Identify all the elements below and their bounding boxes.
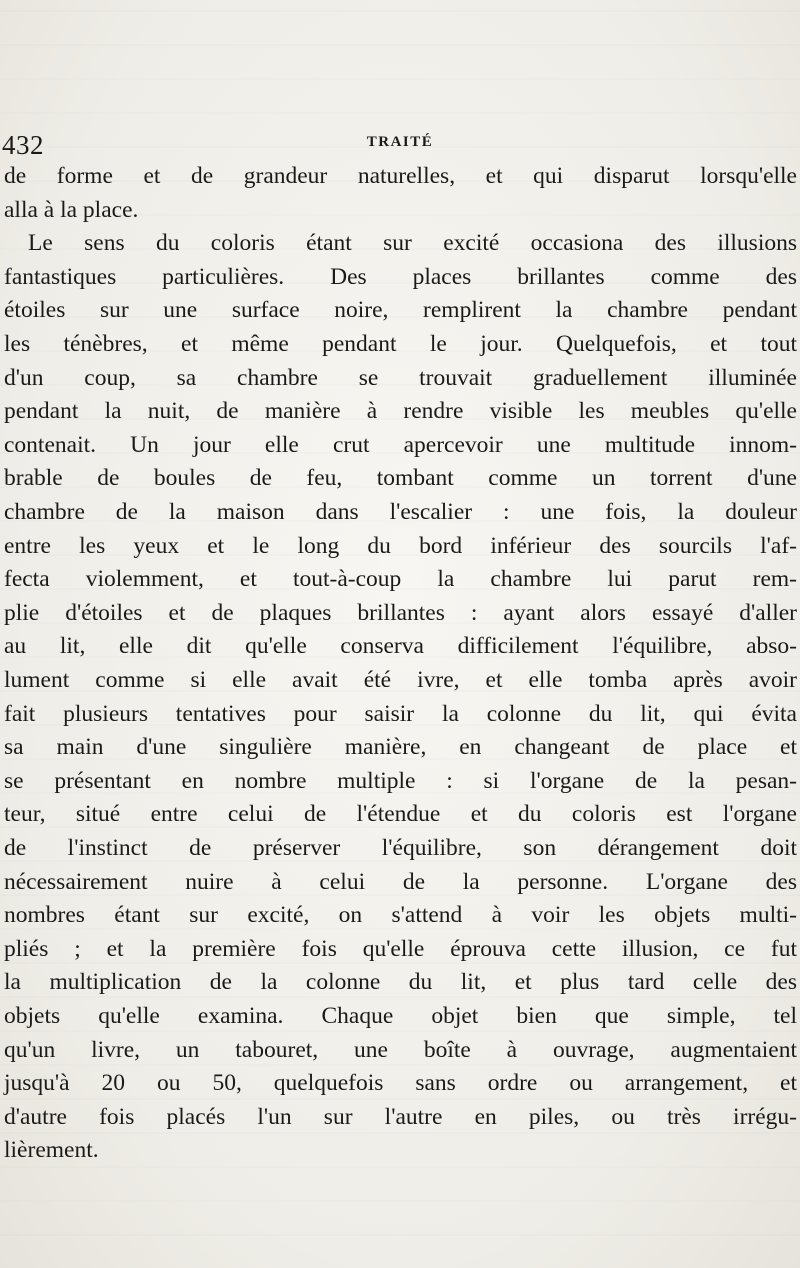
text-line: brable de boules de feu, tombant comme un torrent d'une <box>4 465 797 492</box>
text-line: contenait. Un jour elle crut apercevoir une multitude innom- <box>4 431 797 458</box>
page-header <box>0 128 800 158</box>
text-line: de l'instinct de préserver l'équilibre, son dérangement doit <box>4 835 797 861</box>
text-line: lument comme si elle avait été ivre, et elle tomba après avoir <box>4 667 797 693</box>
text-line: chambre de la maison dans l'escalier : une fois, la douleur <box>4 499 797 525</box>
text-line: nombres étant sur excité, on s'attend à voir les objets multi- <box>4 902 797 929</box>
text-line: pliés ; et la première fois qu'elle éprouva cette illusion, ce fut <box>4 935 797 962</box>
text-line: sa main d'une singulière manière, en changeant de place et <box>4 734 797 761</box>
text-line: au lit, elle dit qu'elle conserva difficilement l'équilibre, abso- <box>4 633 797 660</box>
text-line: teur, situé entre celui de l'étendue et du coloris est l'organe <box>4 801 797 828</box>
running-head: TRAITÉ <box>366 134 434 150</box>
text-line: alla à la place. <box>4 196 139 223</box>
text-line: d'un coup, sa chambre se trouvait graduellement illuminée <box>4 364 797 391</box>
text-line: fecta violemment, et tout-à-coup la chambre lui parut rem- <box>4 566 797 593</box>
text-line: se présentant en nombre multiple : si l'organe de la pesan- <box>4 767 797 794</box>
text-line: pendant la nuit, de manière à rendre visible les meubles qu'elle <box>4 398 797 425</box>
text-line: objets qu'elle examina. Chaque objet bien que simple, tel <box>4 1003 797 1029</box>
body-text <box>0 160 800 1170</box>
text-line: nécessairement nuire à celui de la personne. L'organe des <box>4 868 797 895</box>
text-line: plie d'étoiles et de plaques brillantes : ayant alors essayé d'aller <box>4 599 797 626</box>
text-line: les ténèbres, et même pendant le jour. Quelquefois, et tout <box>4 331 797 357</box>
text-line: la multiplication de la colonne du lit, et plus tard celle des <box>4 969 797 996</box>
paragraph-first-line: Le sens du coloris étant sur excité occasiona des illusions <box>28 230 797 257</box>
text-line: jusqu'à 20 ou 50, quelquefois sans ordre ou arrangement, et <box>4 1070 797 1097</box>
text-line: étoiles sur une surface noire, remplirent la chambre pendant <box>4 297 797 324</box>
text-line: de forme et de grandeur naturelles, et qui disparut lorsqu'elle <box>4 163 797 189</box>
text-line: entre les yeux et le long du bord inférieur des sourcils l'af- <box>4 532 797 559</box>
page-number: 432 <box>2 130 44 160</box>
text-line: d'autre fois placés l'un sur l'autre en piles, ou très irrégu- <box>4 1103 797 1130</box>
text-line: lièrement. <box>4 1137 99 1164</box>
text-line: qu'un livre, un tabouret, une boîte à ouvrage, augmentaient <box>4 1036 797 1063</box>
text-line: fait plusieurs tentatives pour saisir la colonne du lit, qui évita <box>4 700 797 727</box>
text-line: fantastiques particulières. Des places brillantes comme des <box>4 263 797 290</box>
